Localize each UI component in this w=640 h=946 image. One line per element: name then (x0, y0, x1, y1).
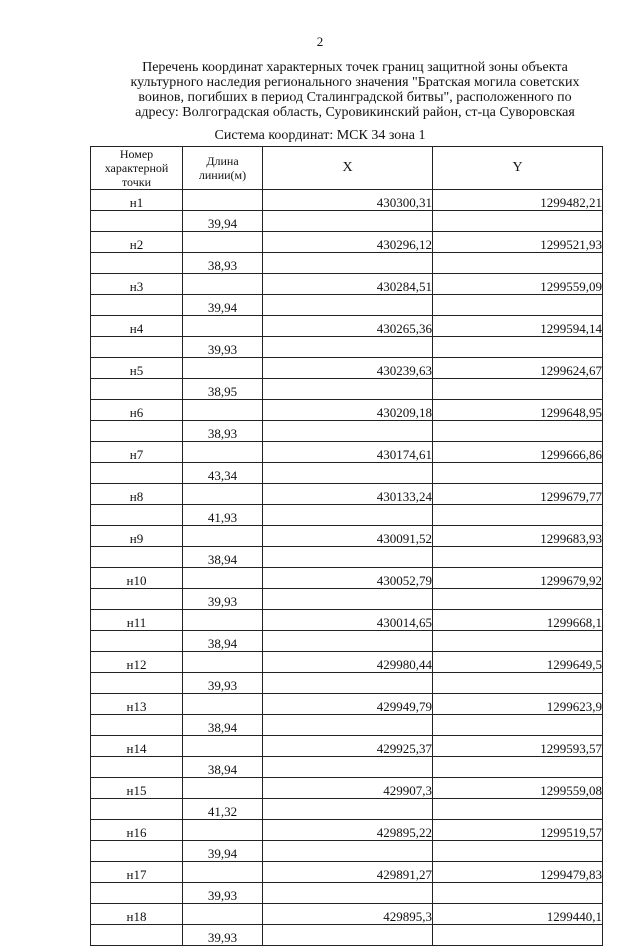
empty-cell (433, 337, 603, 358)
document-title (100, 60, 610, 120)
x-coordinate-cell: 430300,31 (263, 190, 433, 211)
table-row (91, 232, 603, 253)
title-line: Перечень координат характерных точек границ защитной зоны объекта (142, 60, 568, 75)
table-row (91, 925, 603, 946)
empty-cell (91, 463, 183, 484)
table-row (91, 442, 603, 463)
point-name-cell: н2 (91, 232, 183, 253)
empty-cell (91, 799, 183, 820)
empty-cell (263, 757, 433, 778)
x-coordinate-cell: 430296,12 (263, 232, 433, 253)
empty-cell (263, 925, 433, 946)
point-name-cell: н17 (91, 862, 183, 883)
line-length-cell: 38,94 (183, 547, 263, 568)
empty-cell (183, 568, 263, 589)
line-length-cell: 39,94 (183, 841, 263, 862)
empty-cell (433, 757, 603, 778)
empty-cell (91, 925, 183, 946)
x-coordinate-cell: 430133,24 (263, 484, 433, 505)
empty-cell (263, 505, 433, 526)
empty-cell (263, 883, 433, 904)
table-row (91, 862, 603, 883)
table-row (91, 421, 603, 442)
empty-cell (263, 463, 433, 484)
empty-cell (263, 631, 433, 652)
empty-cell (183, 694, 263, 715)
y-coordinate-cell: 1299519,57 (433, 820, 603, 841)
header-text: Номер (119, 147, 154, 161)
empty-cell (183, 274, 263, 295)
empty-cell (263, 421, 433, 442)
x-coordinate-cell: 429895,22 (263, 820, 433, 841)
table-row (91, 316, 603, 337)
line-length-cell: 43,34 (183, 463, 263, 484)
y-coordinate-cell: 1299624,67 (433, 358, 603, 379)
empty-cell (263, 547, 433, 568)
line-length-cell: 38,94 (183, 715, 263, 736)
line-length-cell: 38,95 (183, 379, 263, 400)
header-y: Y (433, 147, 603, 190)
empty-cell (91, 589, 183, 610)
y-coordinate-cell: 1299649,5 (433, 652, 603, 673)
empty-cell (263, 337, 433, 358)
x-coordinate-cell: 429980,44 (263, 652, 433, 673)
empty-cell (263, 841, 433, 862)
table-row (91, 337, 603, 358)
table-row (91, 757, 603, 778)
page-number: 2 (316, 34, 324, 49)
header-text: Длина (206, 154, 239, 168)
empty-cell (91, 673, 183, 694)
empty-cell (183, 904, 263, 925)
empty-cell (183, 358, 263, 379)
table-row (91, 589, 603, 610)
empty-cell (263, 589, 433, 610)
empty-cell (91, 631, 183, 652)
empty-cell (433, 547, 603, 568)
empty-cell (91, 505, 183, 526)
empty-cell (91, 841, 183, 862)
x-coordinate-cell: 429949,79 (263, 694, 433, 715)
table-row (91, 778, 603, 799)
y-coordinate-cell: 1299440,1 (433, 904, 603, 925)
coordinates-table (90, 146, 603, 946)
x-coordinate-cell: 429907,3 (263, 778, 433, 799)
point-name-cell: н10 (91, 568, 183, 589)
point-name-cell: н18 (91, 904, 183, 925)
point-name-cell: н14 (91, 736, 183, 757)
table-row (91, 400, 603, 421)
empty-cell (183, 484, 263, 505)
x-coordinate-cell: 430209,18 (263, 400, 433, 421)
y-coordinate-cell: 1299623,9 (433, 694, 603, 715)
empty-cell (183, 820, 263, 841)
line-length-cell: 41,32 (183, 799, 263, 820)
empty-cell (433, 379, 603, 400)
table-row (91, 274, 603, 295)
y-coordinate-cell: 1299679,77 (433, 484, 603, 505)
empty-cell (263, 253, 433, 274)
empty-cell (433, 841, 603, 862)
empty-cell (263, 379, 433, 400)
table-row (91, 379, 603, 400)
table-row (91, 211, 603, 232)
x-coordinate-cell: 429895,3 (263, 904, 433, 925)
y-coordinate-cell: 1299521,93 (433, 232, 603, 253)
x-coordinate-cell: 430239,63 (263, 358, 433, 379)
empty-cell (91, 757, 183, 778)
point-name-cell: н3 (91, 274, 183, 295)
table-row (91, 295, 603, 316)
table-row (91, 820, 603, 841)
point-name-cell: н8 (91, 484, 183, 505)
x-coordinate-cell: 430014,65 (263, 610, 433, 631)
table-row (91, 799, 603, 820)
line-length-cell: 41,93 (183, 505, 263, 526)
y-coordinate-cell: 1299648,95 (433, 400, 603, 421)
table-row (91, 547, 603, 568)
header-text: точки (121, 175, 152, 189)
y-coordinate-cell: 1299594,14 (433, 316, 603, 337)
y-coordinate-cell: 1299479,83 (433, 862, 603, 883)
table-row (91, 694, 603, 715)
empty-cell (183, 442, 263, 463)
y-coordinate-cell: 1299482,21 (433, 190, 603, 211)
empty-cell (433, 799, 603, 820)
empty-cell (433, 253, 603, 274)
empty-cell (91, 883, 183, 904)
line-length-cell: 39,93 (183, 589, 263, 610)
title-line: воинов, погибших в период Сталинградской битвы", расположенного по (138, 90, 572, 105)
empty-cell (183, 736, 263, 757)
y-coordinate-cell: 1299668,1 (433, 610, 603, 631)
point-name-cell: н5 (91, 358, 183, 379)
line-length-cell: 39,94 (183, 295, 263, 316)
table-header-row (91, 147, 603, 190)
empty-cell (433, 211, 603, 232)
point-name-cell: н11 (91, 610, 183, 631)
table-row (91, 652, 603, 673)
empty-cell (183, 526, 263, 547)
empty-cell (263, 211, 433, 232)
empty-cell (433, 883, 603, 904)
empty-cell (433, 925, 603, 946)
coordinate-system-caption: Система координат: МСК 34 зона 1 (214, 128, 426, 143)
empty-cell (91, 211, 183, 232)
point-name-cell: н13 (91, 694, 183, 715)
table-row (91, 715, 603, 736)
x-coordinate-cell: 430052,79 (263, 568, 433, 589)
title-line: адресу: Волгоградская область, Суровикинский район, ст-ца Суворовская (135, 105, 575, 120)
y-coordinate-cell: 1299679,92 (433, 568, 603, 589)
table-row (91, 505, 603, 526)
table-row (91, 673, 603, 694)
empty-cell (433, 463, 603, 484)
empty-cell (91, 337, 183, 358)
empty-cell (263, 799, 433, 820)
empty-cell (183, 316, 263, 337)
line-length-cell: 39,93 (183, 673, 263, 694)
x-coordinate-cell: 429891,27 (263, 862, 433, 883)
table-row (91, 358, 603, 379)
y-coordinate-cell: 1299593,57 (433, 736, 603, 757)
line-length-cell: 39,93 (183, 925, 263, 946)
table-row (91, 883, 603, 904)
point-name-cell: н12 (91, 652, 183, 673)
table-body (91, 190, 603, 946)
point-name-cell: н1 (91, 190, 183, 211)
table-row (91, 526, 603, 547)
line-length-cell: 38,93 (183, 253, 263, 274)
point-name-cell: н9 (91, 526, 183, 547)
empty-cell (433, 631, 603, 652)
empty-cell (91, 715, 183, 736)
y-coordinate-cell: 1299666,86 (433, 442, 603, 463)
header-point-number (91, 147, 183, 190)
line-length-cell: 39,93 (183, 337, 263, 358)
empty-cell (433, 295, 603, 316)
table-row (91, 463, 603, 484)
empty-cell (263, 673, 433, 694)
table-row (91, 736, 603, 757)
table-row (91, 610, 603, 631)
empty-cell (433, 673, 603, 694)
empty-cell (433, 589, 603, 610)
header-text: характерной (104, 161, 169, 175)
empty-cell (183, 400, 263, 421)
x-coordinate-cell: 430091,52 (263, 526, 433, 547)
x-coordinate-cell: 430284,51 (263, 274, 433, 295)
empty-cell (91, 547, 183, 568)
empty-cell (183, 778, 263, 799)
header-x: X (263, 147, 433, 190)
empty-cell (433, 505, 603, 526)
empty-cell (183, 610, 263, 631)
empty-cell (91, 253, 183, 274)
y-coordinate-cell: 1299559,09 (433, 274, 603, 295)
point-name-cell: н4 (91, 316, 183, 337)
table-row (91, 253, 603, 274)
title-line: культурного наследия регионального значения "Братская могила советских (130, 75, 580, 90)
empty-cell (433, 715, 603, 736)
table-row (91, 904, 603, 925)
empty-cell (263, 715, 433, 736)
point-name-cell: н6 (91, 400, 183, 421)
line-length-cell: 39,93 (183, 883, 263, 904)
line-length-cell: 38,93 (183, 421, 263, 442)
empty-cell (183, 862, 263, 883)
point-name-cell: н7 (91, 442, 183, 463)
empty-cell (183, 652, 263, 673)
table-row (91, 190, 603, 211)
point-name-cell: н15 (91, 778, 183, 799)
empty-cell (183, 190, 263, 211)
point-name-cell: н16 (91, 820, 183, 841)
y-coordinate-cell: 1299559,08 (433, 778, 603, 799)
empty-cell (263, 295, 433, 316)
empty-cell (91, 421, 183, 442)
table-row (91, 568, 603, 589)
table-row (91, 631, 603, 652)
empty-cell (183, 232, 263, 253)
header-line-length (183, 147, 263, 190)
line-length-cell: 39,94 (183, 211, 263, 232)
x-coordinate-cell: 429925,37 (263, 736, 433, 757)
table-row (91, 841, 603, 862)
y-coordinate-cell: 1299683,93 (433, 526, 603, 547)
x-coordinate-cell: 430265,36 (263, 316, 433, 337)
empty-cell (91, 379, 183, 400)
x-coordinate-cell: 430174,61 (263, 442, 433, 463)
line-length-cell: 38,94 (183, 757, 263, 778)
empty-cell (433, 421, 603, 442)
table-row (91, 484, 603, 505)
empty-cell (91, 295, 183, 316)
line-length-cell: 38,94 (183, 631, 263, 652)
header-text: линии(м) (198, 168, 247, 182)
